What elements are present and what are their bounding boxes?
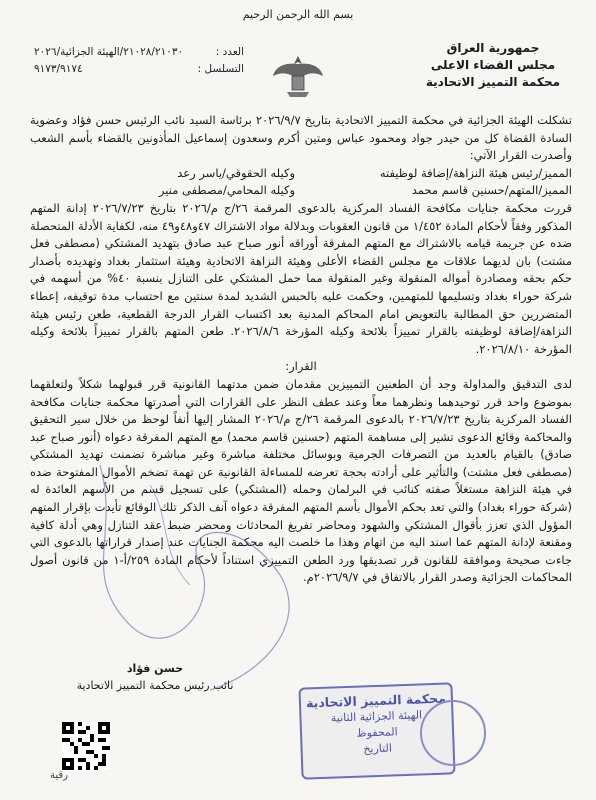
stamp-line: محكمة التمييز الاتحادية xyxy=(305,690,447,711)
stamp-line: المحفوظ xyxy=(356,725,398,740)
case-number-label: العدد : xyxy=(215,46,244,58)
serial-label: التسلسل : xyxy=(197,63,244,75)
signature-block xyxy=(70,660,240,694)
case-number-value: ٢١٠٢٨/٢١٠٣٠/الهيئة الجزائية/٢٠٢٦ xyxy=(34,46,184,58)
signatory-title: نائب رئيس محكمة التمييز الاتحادية xyxy=(76,679,234,692)
intro-paragraph: تشكلت الهيئة الجزائية في محكمة التمييز الاتحادية بتاريخ ٢٠٢٦/٩/٧ برئاسة السيد نائب الرئيس حسن فؤاد وعضوية السادة القضاة كل من حيدر جواد ومحمود عباس ومتين أكرم وسعدون إسماعيل المأذونين بالقضاء بأسم الشعب وأصدرت القرار الآتي: xyxy=(30,113,572,163)
country-name: جمهورية العراق xyxy=(446,41,540,55)
court-name: محكمة التمييز الاتحادية xyxy=(425,75,561,89)
decision-heading: القرار: xyxy=(285,359,317,374)
stamp-line: الهيئة الجزائية الثانية xyxy=(330,708,423,725)
qr-code-icon xyxy=(62,722,110,770)
party-agent: وكيله الحقوقي/ياسر رعد xyxy=(177,165,295,180)
case-reference xyxy=(34,44,244,78)
page-footer: رقية xyxy=(50,770,68,781)
decision-paragraph: لدى التدقيق والمداولة وجد أن الطعنين التمييزين مقدمان ضمن مدتهما القانونية قرر قبولهما شكلاً ولتعلقهما بموضوع واحد قرر توحيدهما ونظرهما معاً وعند عطف النظر على القرارات التي أصدرتها محكمة جنايات مكافحة الفساد المركزية بتاريخ ٢٠٢٦/٧/٢٣ بالدعوى المرقمة ٢٦/ج م/٢٠٢٦ المشار إليها أنفاً لوحظ من خلال سير التحقيق والمحاكمة وقائع الدعوى تشير إلى مساهمة المتهم (حسنين قاسم محمد) مع المتهم المفرقة دعواه (أنور صباح عبد صادق) بالقيام بالعديد من التصرفات الجرمية وبوسائل مختلفة مباشرة وغير مباشرة تضمنت تهديد المشتكي (مصطفى فعل مشتت) والتأثير على أرادته بحجة تعرضه للمساءلة القانونية عن تهمة تضخم الأموال المفتوحة ضده في هيئة النزاهة مستغلاً صفته كنائب في البرلمان وحمله (المشتكي) على تسجيل قسم من الأسهم العائدة له (شركة حوراء بغداد) والتي تعد بحكم الأموال بأسم المتهم المفرقة دعواه آنف الذكر تلك الوقائع تأيدت بإقرار المتهم المؤول الذي تعزز بأقوال المشتكي والشهود ومحاضر تفريغ المحادثات ومحضر ضبط عقد التنازل وهي أدلة كافية ومقنعة لإدانة المتهم عما اسند اليه من اتهام وهذا ما خلصت اليه محكمة الجنايات عند إصدار قراراتها بالدعوى التي جاءت صحيحة وموافقة للقانون قرر تصديقها ورد الطعن التمييزي استناداً لأحكام المادة ٢٥٩/أ-١ من قانون أصول المحاكمات الجزائية وصدر القرار بالاتفاق في ٢٠٢٦/٩/٧م. xyxy=(30,376,572,585)
signatory-name: حسن فؤاد xyxy=(126,662,184,675)
parties-list xyxy=(30,165,572,200)
eagle-emblem-icon xyxy=(271,52,325,100)
party-agent: وكيله المحامي/مصطفى منير xyxy=(158,183,295,198)
serial-value: ٩١٧٣/٩١٧٤ xyxy=(34,63,83,75)
stamp-line: التاريخ xyxy=(363,741,393,756)
facts-paragraph: قررت محكمة جنايات مكافحة الفساد المركزية بالدعوى المرقمة ٢٦/ج م/٢٠٢٦ بتاريخ ٢٠٢٦/٧/٢٣ إدانة المتهم المذكور وفقاً لأحكام المادة ١/٤٥٢ من قانون العقوبات وبدلالة مواد الاشتراك ٤٧و٤٨و٤٩ منه، لكفاية الأدلة المتحصلة ضده عن جريمة قيامه بالاشتراك مع المتهم المفرقة أوراقه أنور صباح عبد صادق بتهديد المشتكي (مصطفى فعل مشتت) بان لديهما علاقات مع مجلس القضاء الأعلى وهيئة النزاهة الاتحادية وهيئة استثمار بغداد وتهديده بأصدار حكم بحقه ومصادرة أمواله المنقولة وغير المنقولة مما حمل المشتكي على التنازل بنسبة ٤٠% من أسهمه في شركة حوراء بغداد وتسليمها للمتهمين، وحكمت عليه بالحبس الشديد لمدة سنتين مع احتساب مدة توقيفه، إعطاء المتضررين حق المطالبة بالتعويض امام المحاكم المدنية بعد اكتساب القرار الدرجة القطعية، طعن رئيس هيئة النزاهة/إضافة لوظيفته بالقرار تمييزاً بلائحة وكيله المؤرخة ٢٠٢٦/٨/٦. طعن المتهم بالقرار تمييزاً بلائحة وكيله المؤرخة ٢٠٢٦/٨/١٠. xyxy=(30,200,573,356)
party-role: المميز/رئيس هيئة النزاهة/إضافة لوظيفته xyxy=(379,165,572,180)
court-header xyxy=(408,40,578,91)
council-name: مجلس القضاء الاعلى xyxy=(430,58,556,72)
basmala: بسم الله الرحمن الرحيم xyxy=(242,8,354,21)
seal-icon xyxy=(420,700,486,766)
party-role: المميز/المتهم/حسنين قاسم محمد xyxy=(411,183,572,198)
